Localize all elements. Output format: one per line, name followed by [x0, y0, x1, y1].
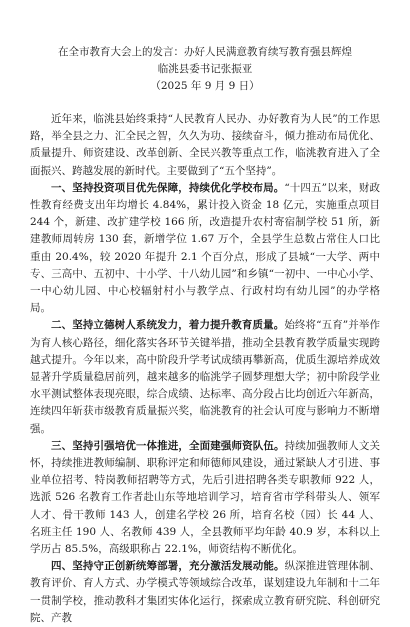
- paragraph-section-1: [30, 180, 380, 318]
- paragraph-body: 纵深推进管理体制、教育评价、育人方式、办学模式等领域综合改革，谋划建设九年制和十二年一贯制学校，推动教科才集团实体化运行，探索成立教育研究院、科创研究院、产教: [30, 560, 381, 624]
- paragraph-heading: 四、坚持守正创新统筹部署，充分激活发展动能。: [51, 560, 285, 573]
- document-title: 在全市教育大会上的发言：办好人民满意教育续写教育强县辉煌: [58, 46, 352, 58]
- paragraph-body: “十四五”以来，财政性教育经费支出年均增长 4.84%，累计投入资金 18 亿元，实施重点项目 244 个，新建、改扩建学校 166 所，改造提升农村寄宿制学校 51 所，新建教师周转房 130 套，新增学位 1.67 万个，全县学生总数占常住人口比重由 20.4%，较 2020 年提升 2.1 个百分点，形成了县城“一大学、两中专、三高中、五初中、十小学、十八幼儿园”和乡镇“一初中、一中心小学、一中心幼儿园、中心校辐射村小与教学点、行政村均有幼儿园”的办学格局。: [30, 181, 380, 315]
- paragraph-heading: 二、坚持立德树人系统发力，着力提升教育质量。: [51, 319, 285, 332]
- paragraph-section-3: [30, 438, 380, 558]
- paragraph-heading: 一、坚持投资项目优先保障，持续优化学校布局。: [51, 181, 285, 194]
- paragraph-intro: [30, 111, 380, 180]
- paragraph-heading: 三、坚持引强培优一体推进，全面建强师资队伍。: [51, 439, 285, 452]
- document-date: （2025 年 9 月 9 日）: [150, 80, 260, 92]
- paragraph-body: 持续加强教师人文关怀，持续推进教师编制、职称评定和师德师风建设，通过紧缺人才引进、事业单位招考、特岗教师招聘等方式，先后引进招聘各类专职教师 922 人，选派 526 名教育工作者赴山东等地培训学习，培育省市学科带头人、领军人才、骨干教师 143 人，创建名学校 26 所，培育名校（园）长 44 人、名班主任 190 人、名教师 439 人，全县教师平均年龄 40.9 岁，本科以上学历占 85.5%，高级职称占 22.1%，师资结构不断优化。: [30, 439, 381, 556]
- paragraph-body: 始终将“五育”并举作为育人核心路径，细化落实各环节关键举措，推动全县教育教学质量实现跨越式提升。今年以来，高中阶段升学考试成绩再攀新高，优质生源培养成效显著升学质量稳居前列，越来越多的临洮学子圆梦理想大学；初中阶段学业水平测试整体表现亮眼，综合成绩、达标率、高分段占比均创近六年新高，连续四年斩获市级教育质量振兴奖，临洮教育的社会认可度与影响力不断增强。: [30, 319, 380, 435]
- paragraph-section-2: [30, 317, 380, 437]
- paragraph-section-4: [30, 558, 380, 627]
- document-author: 临洮县委书记张振亚: [157, 63, 253, 75]
- paragraph-body: 近年来，临洮县始终秉持“人民教育人民办、办好教育为人民”的工作思路，举全县之力、汇全民之智，久久为功、接续奋斗，倾力推动布局优化、质量提升、师资建设、改革创新、全民兴教等重点工作，临洮教育进入了全面振兴、跨越发展的新时代。主要做到了“五个坚持”。: [30, 113, 380, 177]
